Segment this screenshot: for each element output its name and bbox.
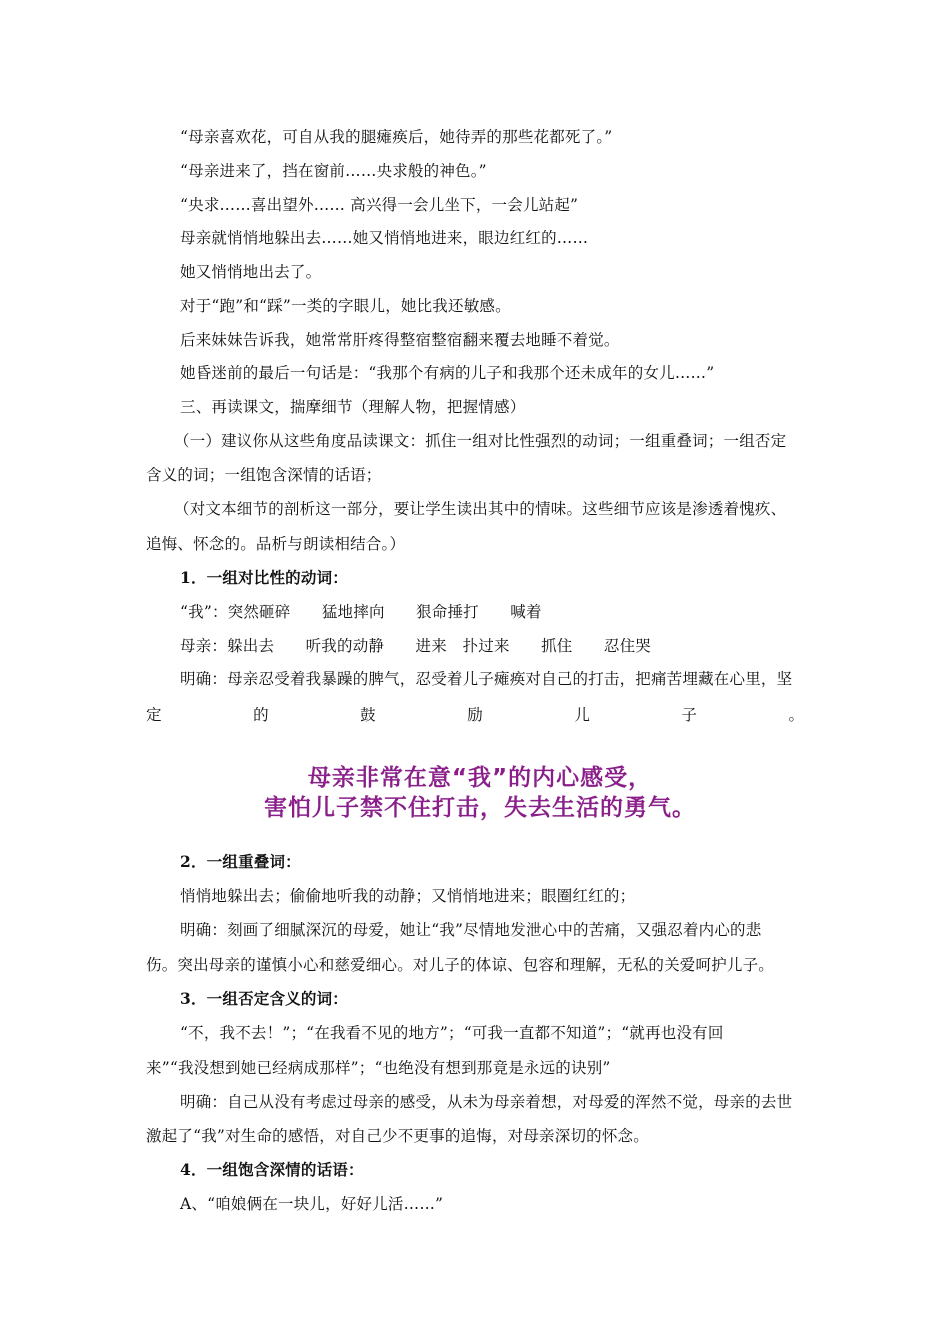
char: 励 [467, 706, 483, 724]
text-line: （对文本细节的剖析这一部分，要让学生读出其中的情味。这些细节应该是渗透着愧疚、 [174, 500, 787, 518]
text-line: 悄悄地躲出去；偷偷地听我的动静；又悄悄地进来；眼圈红红的； [180, 887, 636, 905]
text-line: “我”：突然砸碎 猛地摔向 狠命捶打 喊着 [180, 603, 542, 621]
text-line: 母亲就悄悄地躲出去……她又悄悄地进来，眼边红红的…… [180, 229, 589, 247]
text-line: 明确：刻画了细腻深沉的母爱，她让“我”尽情地发泄心中的苦痛，又强忍着内心的悲 [180, 921, 762, 939]
section-heading: 三、再读课文，揣摩细节（理解人物，把握情感） [180, 398, 526, 416]
char: 的 [253, 706, 269, 724]
text-line: （一）建议你从这些角度品读课文：抓住一组对比性强烈的动词；一组重叠词；一组否定 [174, 432, 787, 450]
text-line: 她昏迷前的最后一句话是：“我那个有病的儿子和我那个还未成年的女儿……” [180, 364, 715, 382]
text-line: 来”“我没想到她已经病成那样”；“也绝没有想到那竟是永远的诀别” [146, 1059, 611, 1077]
text-line: “母亲喜欢花，可自从我的腿瘫痪后，她待弄的那些花都死了。” [180, 128, 613, 146]
text-line: 伤。突出母亲的谨慎小心和慈爱细心。对儿子的体谅、包容和理解，无私的关爱呵护儿子。 [146, 956, 775, 974]
text-line: “央求……喜出望外…… 高兴得一会儿坐下，一会儿站起” [180, 196, 579, 214]
text-line: A、“咱娘俩在一块儿，好好儿活……” [180, 1195, 444, 1213]
highlight-banner [120, 763, 840, 823]
subheading: 3．一组否定含义的词： [180, 989, 348, 1008]
char: 。 [788, 706, 804, 724]
char: 儿 [574, 706, 590, 724]
text-line: 追悔、怀念的。品析与朗读相结合。） [146, 535, 406, 553]
subheading: 2．一组重叠词： [180, 852, 301, 871]
text-line: “母亲进来了，挡在窗前……央求般的神色。” [180, 162, 487, 180]
text-line: 激起了“我”对生命的感悟，对自己少不更事的追悔，对母亲深切的怀念。 [146, 1127, 649, 1145]
text-line: 她又悄悄地出去了。 [180, 263, 322, 281]
justified-line [146, 705, 804, 725]
text-line: 后来妹妹告诉我，她常常肝疼得整宿整宿翻来覆去地睡不着觉。 [180, 331, 620, 349]
text-line: 明确：母亲忍受着我暴躁的脾气，忍受着儿子瘫痪对自己的打击，把痛苦埋藏在心里，坚 [180, 670, 793, 688]
char: 子 [681, 706, 697, 724]
banner-line: 害怕儿子禁不住打击，失去生活的勇气。 [264, 795, 696, 821]
text-line: 明确：自己从没有考虑过母亲的感受，从未为母亲着想，对母爱的浑然不觉，母亲的去世 [180, 1093, 793, 1111]
text-line: 含义的词；一组饱含深情的话语； [146, 466, 382, 484]
text-line: 母亲：躲出去 听我的动静 进来 扑过来 抓住 忍住哭 [180, 637, 652, 655]
subheading: 1．一组对比性的动词： [180, 568, 348, 587]
char: 定 [146, 706, 162, 724]
text-line: “不，我不去！”；“在我看不见的地方”；“可我一直都不知道”；“就再也没有回 [180, 1024, 724, 1042]
subheading: 4．一组饱含深情的话语： [180, 1160, 364, 1179]
text-line: 对于“跑”和“踩”一类的字眼儿，她比我还敏感。 [180, 297, 511, 315]
char: 鼓 [360, 706, 376, 724]
banner-line: 母亲非常在意“我”的内心感受， [307, 765, 653, 791]
